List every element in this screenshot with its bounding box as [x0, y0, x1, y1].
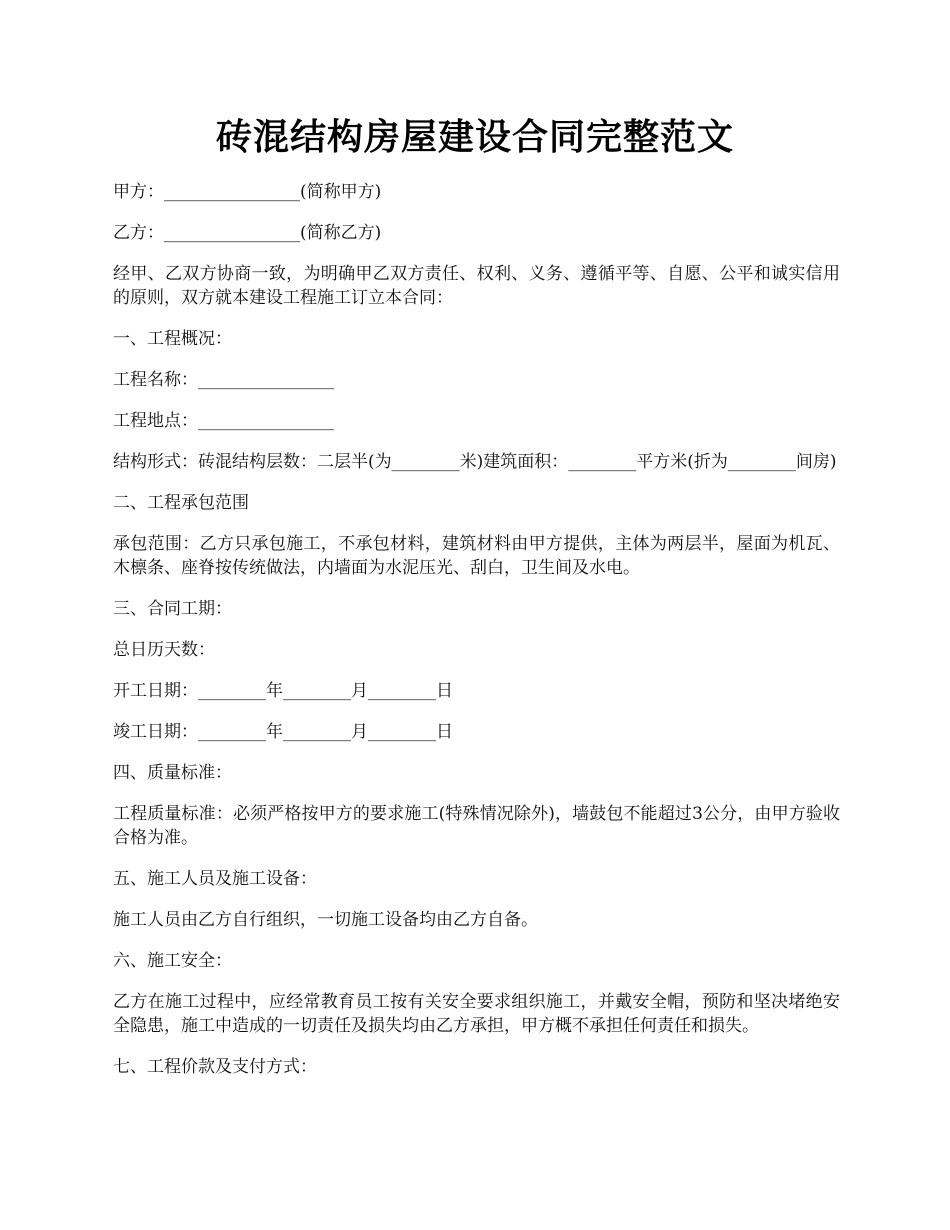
quality-standard-paragraph: 工程质量标准：必须严格按甲方的要求施工(特殊情况除外)，墙鼓包不能超过3公分，由甲方验收合格为准。 — [113, 804, 840, 848]
project-name-line: 工程名称：________________ — [113, 370, 334, 390]
safety-paragraph: 乙方在施工过程中，应经常教育员工按有关安全要求组织施工，并戴安全帽，预防和坚决堵绝安全隐患，施工中造成的一切责任及损失均由乙方承担，甲方概不承担任何责任和损失。 — [113, 992, 840, 1036]
party-b-line: 乙方：________________(简称乙方) — [113, 223, 382, 243]
total-days-line: 总日历天数： — [113, 640, 215, 660]
section-2-heading: 二、工程承包范围 — [113, 493, 249, 513]
section-6-heading: 六、施工安全： — [113, 951, 232, 971]
section-5-heading: 五、施工人员及施工设备： — [113, 869, 317, 889]
section-1-heading: 一、工程概况： — [113, 329, 232, 349]
section-7-heading: 七、工程价款及支付方式： — [113, 1057, 317, 1077]
project-location-line: 工程地点：________________ — [113, 411, 334, 431]
party-a-line: 甲方：________________(简称甲方) — [113, 182, 382, 202]
scope-paragraph: 承包范围：乙方只承包施工，不承包材料，建筑材料由甲方提供，主体为两层半，屋面为机瓦、木檩条、座脊按传统做法，内墙面为水泥压光、刮白，卫生间及水电。 — [113, 534, 840, 578]
agreement-intro: 经甲、乙双方协商一致，为明确甲乙双方责任、权利、义务、遵循平等、自愿、公平和诚实信用的原则，双方就本建设工程施工订立本合同： — [113, 264, 840, 308]
completion-date-line: 竣工日期：________年________月________日 — [113, 722, 453, 742]
structure-form-paragraph: 结构形式：砖混结构层数：二层半(为________米)建筑面积：________平方米(折为________间房) — [113, 452, 837, 472]
document-title: 砖混结构房屋建设合同完整范文 — [215, 116, 734, 158]
document-body — [113, 180, 840, 1096]
section-4-heading: 四、质量标准： — [113, 763, 232, 783]
section-3-heading: 三、合同工期： — [113, 599, 232, 619]
start-date-line: 开工日期：________年________月________日 — [113, 681, 453, 701]
personnel-equipment-paragraph: 施工人员由乙方自行组织，一切施工设备均由乙方自备。 — [113, 910, 538, 930]
